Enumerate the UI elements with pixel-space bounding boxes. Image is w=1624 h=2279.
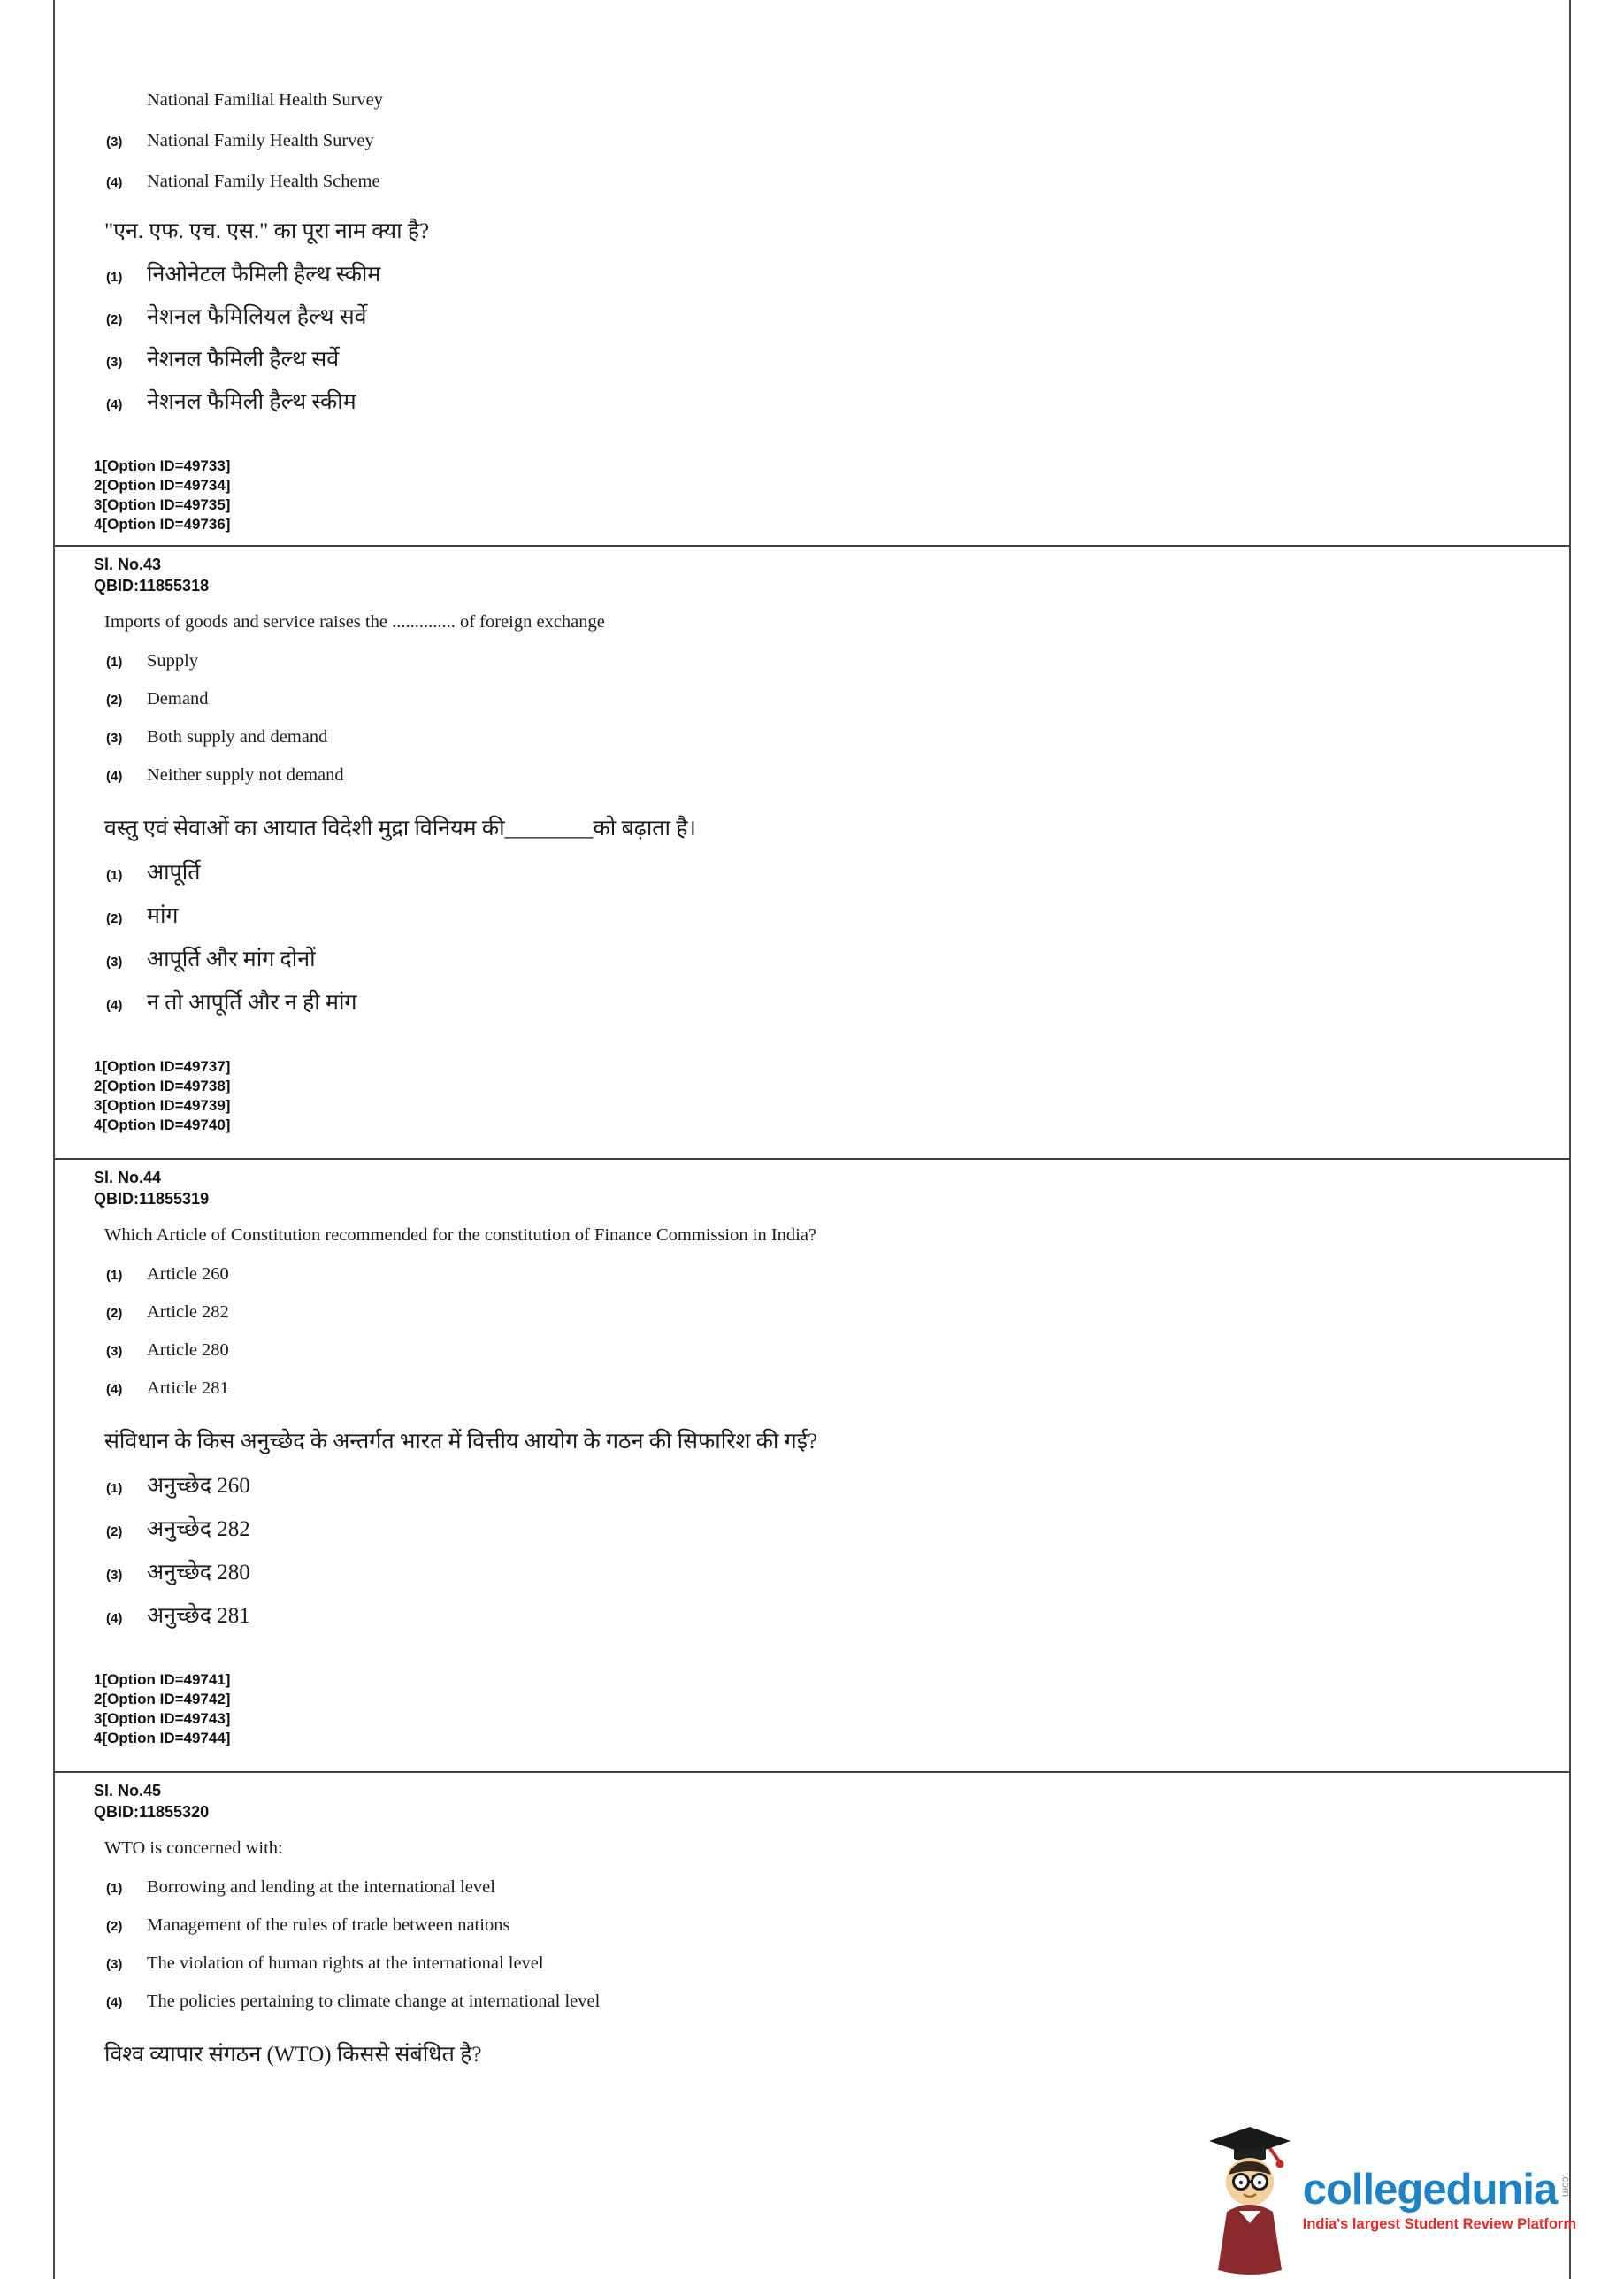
option-text: National Familial Health Survey [147, 90, 384, 110]
mascot-icon [1206, 2123, 1294, 2275]
question-43-section [55, 545, 1569, 1158]
option-row [106, 129, 1548, 152]
option-row [106, 1952, 1548, 1975]
collegedunia-logo [1206, 2123, 1576, 2275]
option-row [106, 1262, 1548, 1285]
option-text: न तो आपूर्ति और न ही मांग [147, 991, 357, 1015]
option-text: Neither supply not demand [147, 765, 344, 785]
option-marker: (2) [106, 1919, 123, 1934]
option-id-line: 2[Option ID=49738] [94, 1078, 231, 1094]
option-text: अनुच्छेद 280 [147, 1561, 250, 1585]
option-id-line: 1[Option ID=49737] [94, 1058, 231, 1075]
option-row [106, 1377, 1548, 1400]
brand-text: collegedunia [1302, 2165, 1558, 2214]
option-marker: (4) [106, 397, 123, 412]
option-marker: (4) [106, 175, 123, 190]
option-marker: (2) [106, 693, 123, 708]
option-text: Article 281 [147, 1378, 229, 1398]
question-text-en: Which Article of Constitution recommended for the constitution of Finance Commission in India? [104, 1225, 817, 1245]
option-marker: (4) [106, 1611, 123, 1626]
option-marker: (3) [106, 134, 123, 150]
option-row [106, 260, 1548, 290]
option-marker: (2) [106, 1306, 123, 1321]
question-45-section [55, 1771, 1569, 2082]
option-marker: (3) [106, 1344, 123, 1359]
option-ids [94, 457, 1548, 534]
option-row [106, 1558, 1548, 1588]
sl-no: Sl. No.43 [94, 556, 162, 573]
option-row [106, 1471, 1548, 1501]
option-row [106, 1301, 1548, 1324]
option-row [106, 945, 1548, 975]
question-text-en: WTO is concerned with: [104, 1838, 283, 1858]
sl-no: Sl. No.45 [94, 1782, 162, 1799]
option-row [106, 388, 1548, 418]
option-id-line: 4[Option ID=49736] [94, 516, 231, 533]
option-marker: (2) [106, 1524, 123, 1539]
option-marker: (4) [106, 998, 123, 1013]
question-text-hi: संविधान के किस अनुच्छेद के अन्तर्गत भारत में वित्तीय आयोग के गठन की सिफारिश की गई? [104, 1430, 818, 1454]
option-marker: (3) [106, 731, 123, 746]
option-text: अनुच्छेद 260 [147, 1474, 250, 1498]
option-row [106, 764, 1548, 787]
option-marker: (1) [106, 270, 123, 285]
option-ids [94, 1670, 1548, 1748]
qbid: QBID:11855320 [94, 1803, 210, 1821]
option-marker: (1) [106, 655, 123, 670]
option-marker: (1) [106, 1881, 123, 1896]
question-text-hi: "एन. एफ. एच. एस." का पूरा नाम क्या है? [104, 219, 430, 243]
option-marker: (2) [106, 911, 123, 926]
option-row [106, 902, 1548, 932]
option-marker: (1) [106, 1481, 123, 1496]
option-row [106, 1914, 1548, 1937]
option-text: Article 280 [147, 1340, 229, 1360]
option-row [106, 725, 1548, 748]
option-text: नेशनल फैमिली हैल्थ स्कीम [147, 390, 356, 414]
option-text: अनुच्छेद 281 [147, 1604, 250, 1628]
option-marker: (3) [106, 1957, 123, 1972]
option-text: आपूर्ति [147, 861, 201, 885]
option-id-line: 4[Option ID=49740] [94, 1116, 231, 1133]
option-marker: (4) [106, 769, 123, 784]
option-row [106, 649, 1548, 672]
option-marker: (4) [106, 1382, 123, 1397]
option-id-line: 2[Option ID=49734] [94, 477, 231, 494]
option-row [106, 687, 1548, 710]
question-text-hi: विश्व व्यापार संगठन (WTO) किससे संबंधित है? [104, 2043, 482, 2067]
option-marker: (4) [106, 1995, 123, 2010]
question-44-section [55, 1158, 1569, 1771]
option-text: Both supply and demand [147, 727, 328, 747]
option-text: Article 260 [147, 1264, 229, 1284]
option-text: नेशनल फैमिली हैल्थ सर्वे [147, 348, 340, 372]
option-marker: (1) [106, 1268, 123, 1283]
option-text: Borrowing and lending at the international level [147, 1877, 495, 1897]
option-marker: (3) [106, 355, 123, 370]
option-ids [94, 1057, 1548, 1135]
option-id-line: 3[Option ID=49739] [94, 1097, 231, 1114]
option-id-line: 3[Option ID=49735] [94, 496, 231, 513]
question-text-hi: वस्तु एवं सेवाओं का आयात विदेशी मुद्रा विनियम की________को बढ़ाता है। [104, 817, 697, 840]
option-text: National Family Health Scheme [147, 172, 380, 191]
option-id-line: 1[Option ID=49741] [94, 1671, 231, 1688]
option-row [106, 1601, 1548, 1631]
option-row [106, 1515, 1548, 1545]
option-text: The violation of human rights at the international level [147, 1953, 544, 1973]
option-marker: (3) [106, 955, 123, 970]
option-text: अनुच्छेद 282 [147, 1517, 250, 1541]
option-text: The policies pertaining to climate change at international level [147, 1991, 601, 2011]
option-row [106, 303, 1548, 333]
option-marker: (1) [106, 868, 123, 883]
option-text: Management of the rules of trade between nations [147, 1915, 510, 1935]
question-text-en: Imports of goods and service raises the .............. of foreign exchange [104, 612, 605, 632]
option-text: National Family Health Survey [147, 131, 374, 150]
option-row [106, 345, 1548, 375]
option-text: मांग [147, 904, 179, 928]
option-row [106, 88, 1548, 111]
option-marker: (3) [106, 1568, 123, 1583]
option-id-line: 2[Option ID=49742] [94, 1691, 231, 1707]
brand-suffix: .com [1559, 2173, 1573, 2197]
qbid: QBID:11855318 [94, 577, 210, 595]
option-row [106, 1876, 1548, 1899]
question-42-section [55, 0, 1569, 545]
brand-tagline: India's largest Student Review Platform [1302, 2215, 1576, 2232]
qbid: QBID:11855319 [94, 1190, 210, 1208]
option-text: Demand [147, 689, 209, 709]
option-row [106, 170, 1548, 193]
option-marker: (2) [106, 312, 123, 327]
option-row [106, 1990, 1548, 2013]
option-id-line: 4[Option ID=49744] [94, 1730, 231, 1746]
option-id-line: 3[Option ID=49743] [94, 1710, 231, 1727]
option-row [106, 858, 1548, 888]
option-text: निओनेटल फैमिली हैल्थ स्कीम [147, 263, 381, 287]
option-row [106, 988, 1548, 1018]
option-text: नेशनल फैमिलियल हैल्थ सर्वे [147, 305, 367, 329]
question-paper-frame [53, 0, 1571, 2279]
option-row [106, 1339, 1548, 1362]
option-text: आपूर्ति और मांग दोनों [147, 948, 316, 971]
option-text: Supply [147, 651, 199, 671]
option-id-line: 1[Option ID=49733] [94, 457, 231, 474]
option-text: Article 282 [147, 1302, 229, 1322]
sl-no: Sl. No.44 [94, 1169, 162, 1186]
